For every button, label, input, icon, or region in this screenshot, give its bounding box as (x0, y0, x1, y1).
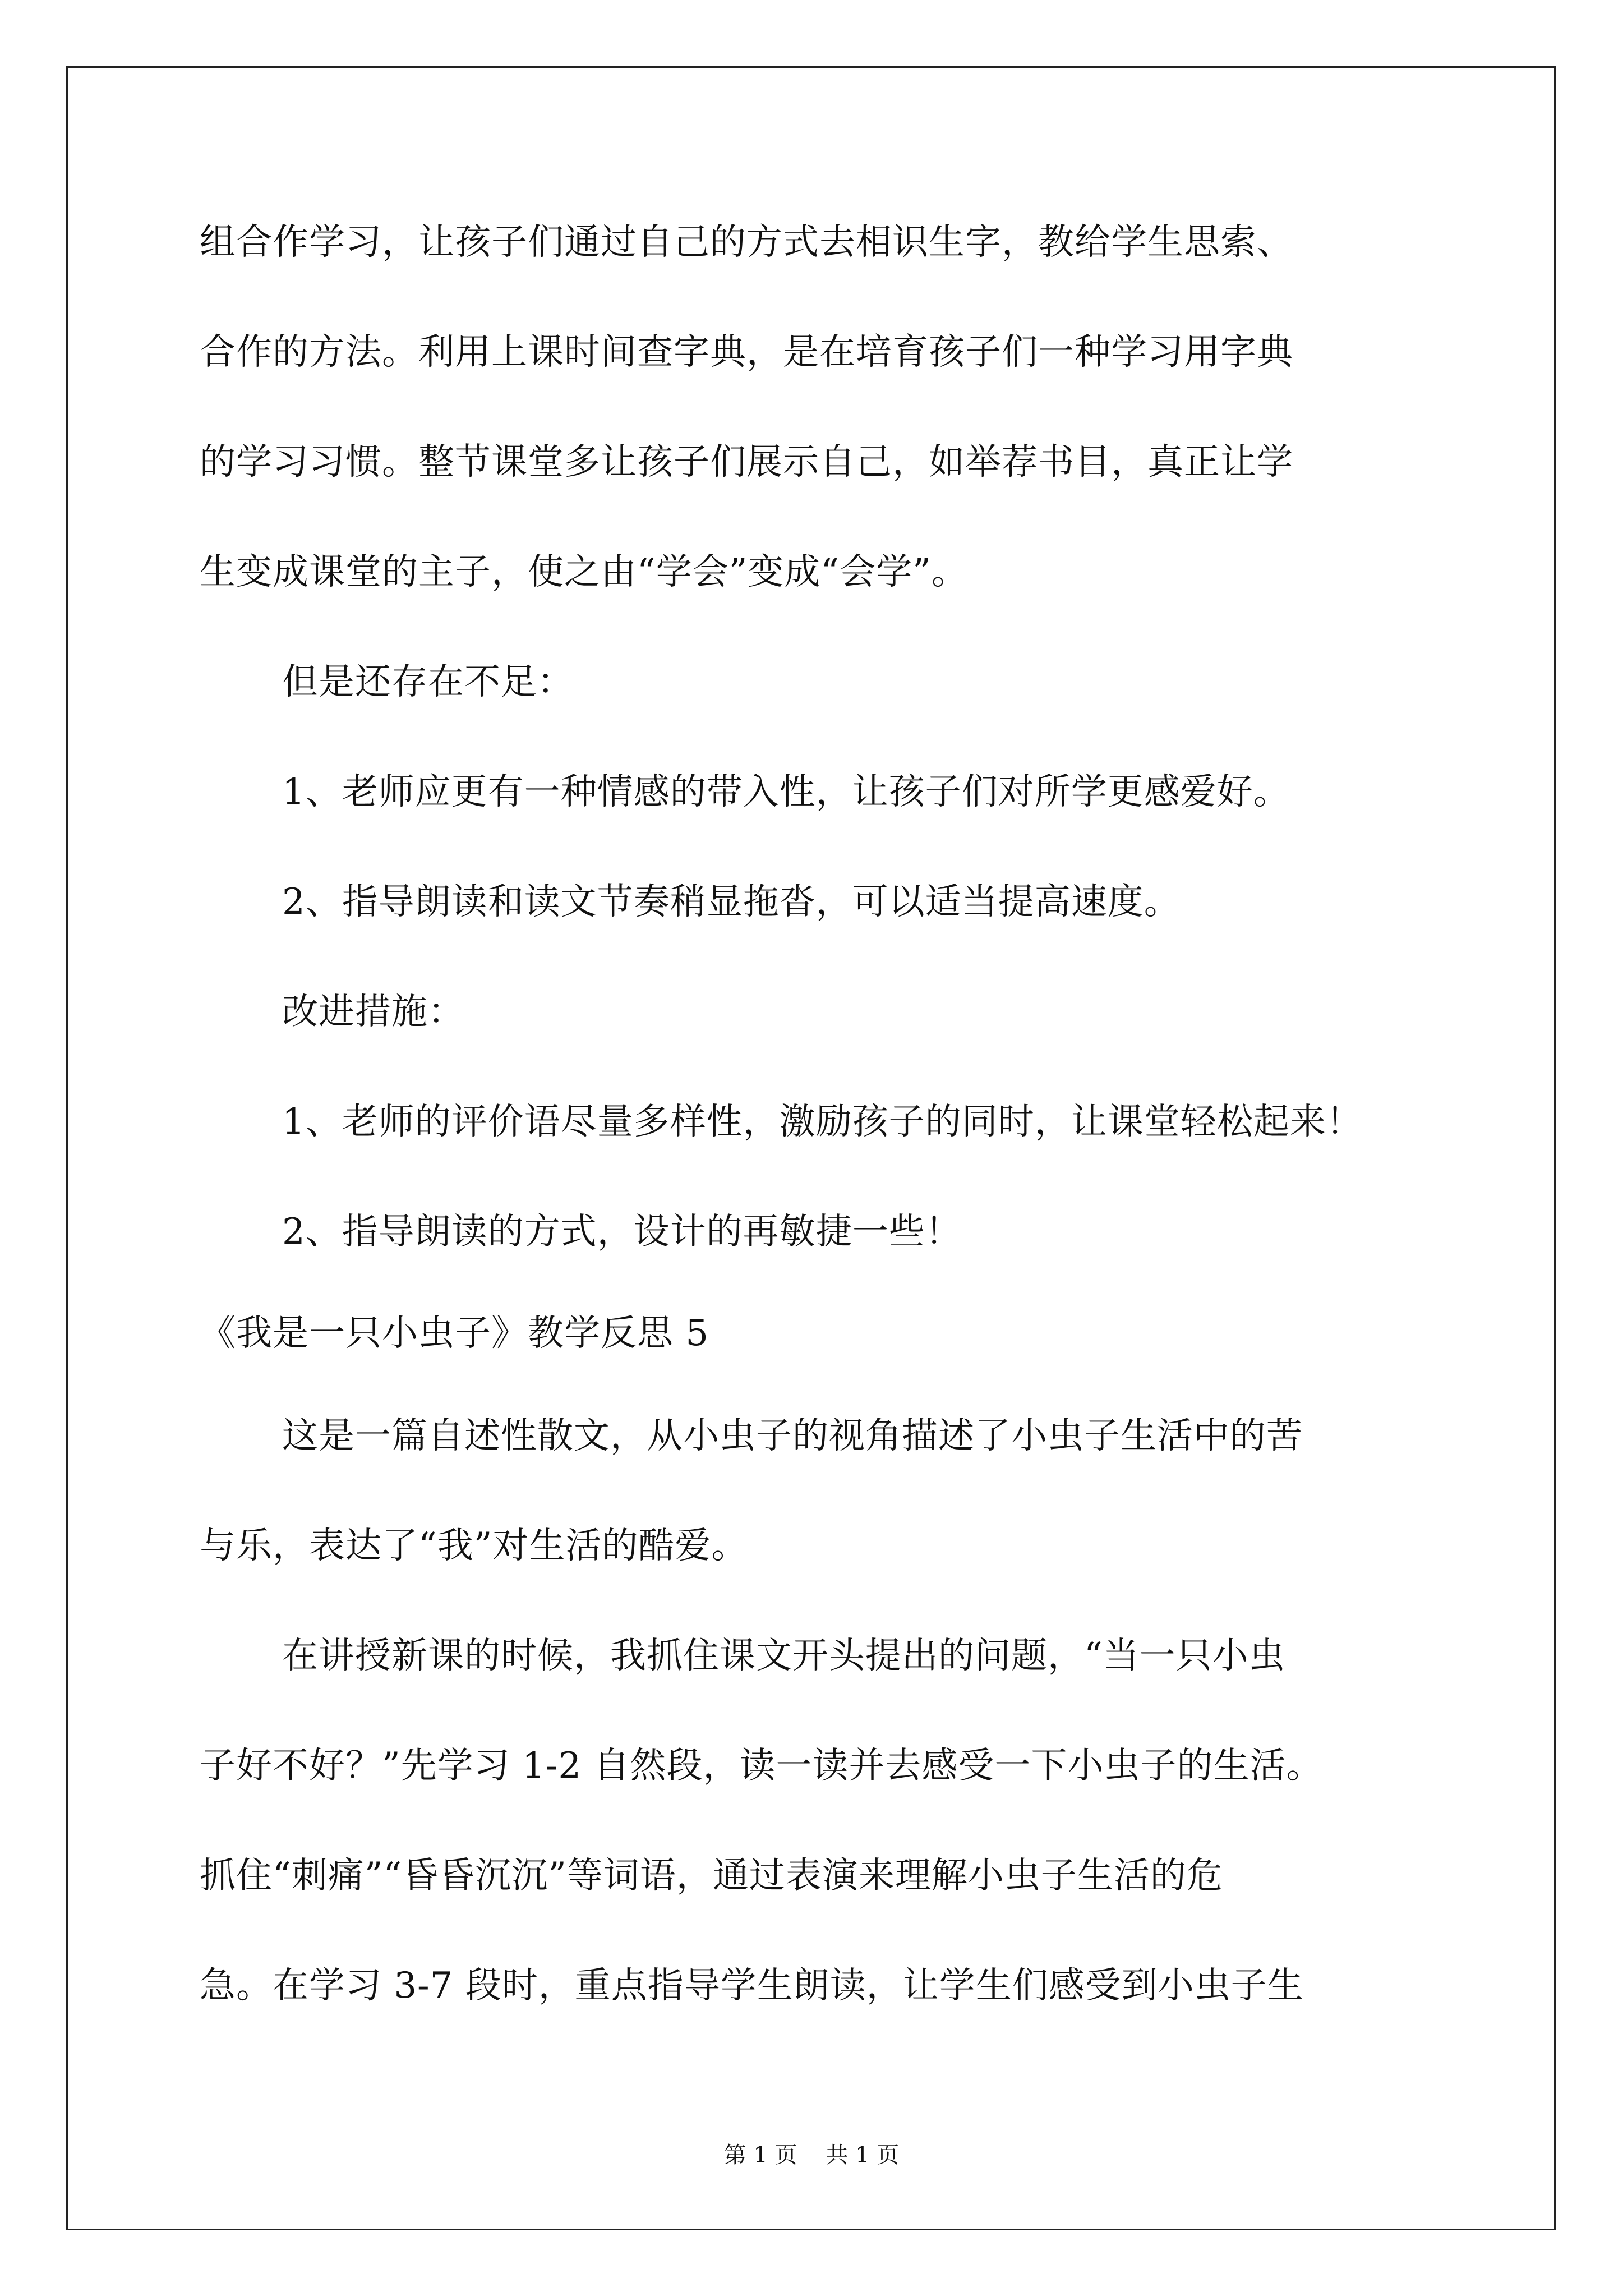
body-line-3: 的学习习惯。整节课堂多让孩子们展示自己，如举荐书目，真正让学 (200, 441, 1293, 483)
body-line-2: 合作的方法。利用上课时间查字典，是在培育孩子们一种学习用字典 (200, 332, 1293, 373)
body-line-4: 生变成课堂的主子，使之由“学会”变成“会学”。 (200, 551, 968, 593)
body-line-9: 1、老师的评价语尽量多样性，激励孩子的同时，让课堂轻松起来！ (282, 1101, 1363, 1143)
page-footer: 第 1 页 共 1 页 (723, 2142, 900, 2168)
body-line-1: 组合作学习，让孩子们通过自己的方式去相识生字，教给学生思索、 (200, 222, 1293, 263)
body-line-8: 改进措施： (282, 991, 464, 1033)
body-line-13: 与乐，表达了“我”对生活的酷爱。 (200, 1525, 748, 1567)
body-line-10: 2、指导朗读的方式，设计的再敏捷一些！ (282, 1211, 962, 1253)
body-line-6: 1、老师应更有一种情感的带入性，让孩子们对所学更感爱好。 (282, 771, 1290, 813)
body-line-16: 抓住“刺痛”“昏昏沉沉”等词语，通过表演来理解小虫子生活的危 (200, 1855, 1223, 1897)
body-line-5: 但是还存在不足： (282, 661, 574, 703)
body-line-15: 子好不好？”先学习 1-2 自然段，读一读并去感受一下小虫子的生活。 (200, 1745, 1323, 1787)
body-line-12: 这是一篇自述性散文，从小虫子的视角描述了小虫子生活中的苦 (282, 1415, 1303, 1457)
section-heading: 《我是一只小虫子》教学反思 5 (200, 1313, 709, 1354)
page-border (66, 66, 1556, 2230)
body-line-14: 在讲授新课的时候，我抓住课文开头提出的问题，“当一只小虫 (282, 1635, 1285, 1677)
body-line-17: 急。在学习 3-7 段时，重点指导学生朗读，让学生们感受到小虫子生 (200, 1965, 1304, 2007)
body-line-7: 2、指导朗读和读文节奏稍显拖沓，可以适当提高速度。 (282, 881, 1181, 923)
